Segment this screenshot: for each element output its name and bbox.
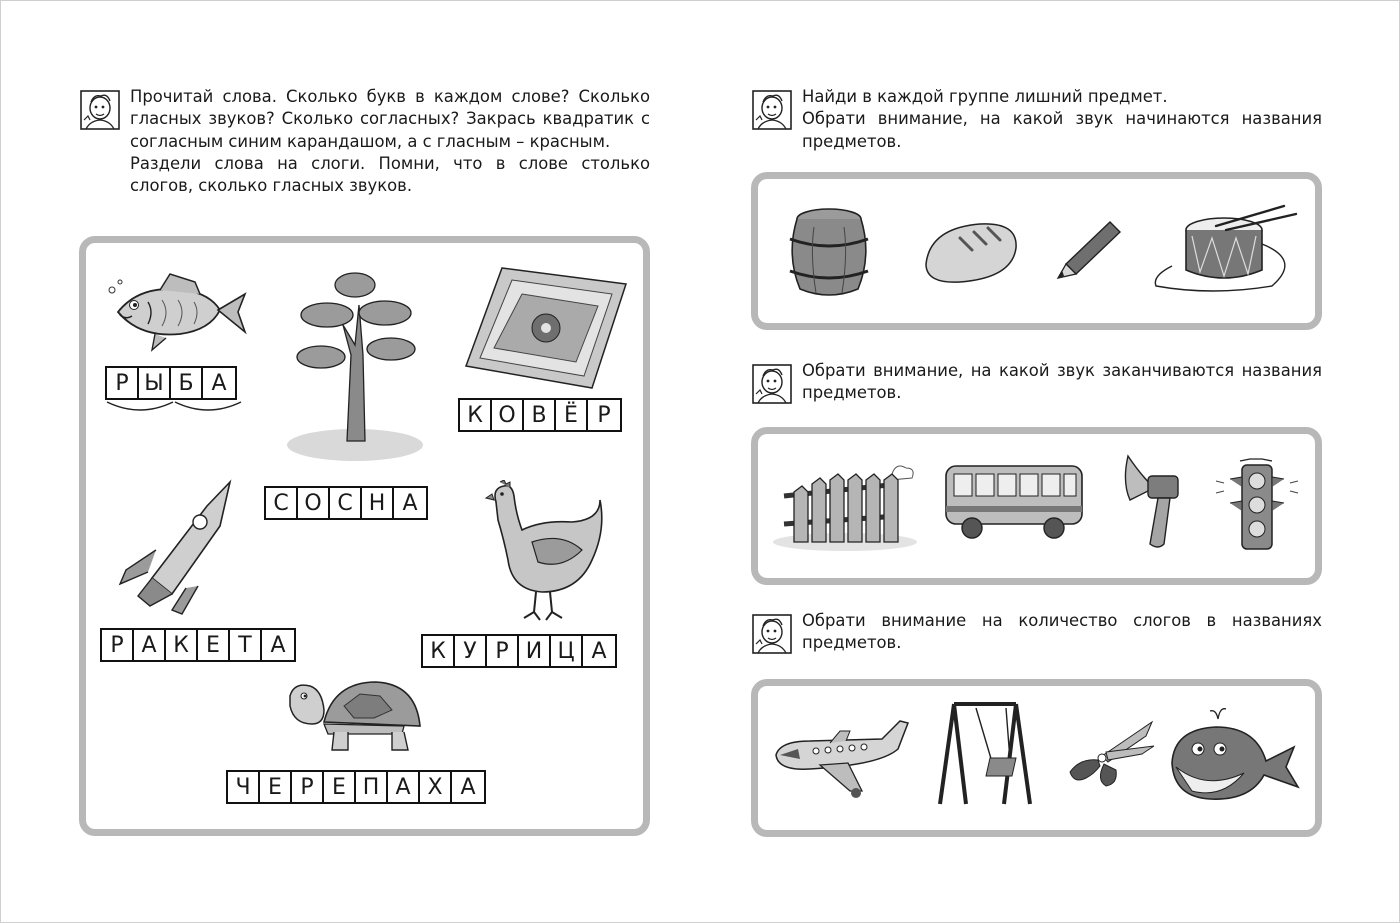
word-kover [458, 398, 622, 432]
letter-box[interactable]: А [460, 774, 476, 800]
child-icon [752, 614, 792, 654]
letter-box[interactable]: В [524, 400, 556, 430]
axe-image [1118, 452, 1188, 552]
scissors-image [1062, 718, 1157, 788]
swing-image [936, 700, 1036, 810]
task-2-text: Обрати внимание, на какой звук заканчиваются названия предметов. [802, 361, 1322, 403]
word-ryba [105, 366, 237, 400]
letter-box[interactable]: О [298, 488, 330, 518]
rocket-image [112, 478, 237, 618]
word-cherepakha [226, 770, 486, 804]
right-task-2-instruction [752, 360, 1322, 405]
task-1-line-2: Обрати внимание, на какой звук начинаются названия предметов. [802, 109, 1322, 151]
task-1-line-1: Найди в каждой группе лишний предмет. [802, 87, 1168, 106]
letter-box[interactable]: С [330, 488, 362, 518]
drum-image [1152, 200, 1302, 298]
letter-box[interactable]: К [460, 400, 492, 430]
right-task-1-instruction [752, 86, 1322, 153]
word-raketa [100, 628, 296, 662]
letter-box[interactable]: Р [102, 630, 134, 660]
airplane-image [770, 715, 910, 800]
letter-box[interactable]: Ё [556, 400, 588, 430]
letter-box[interactable]: А [211, 370, 227, 396]
letter-box[interactable]: Р [597, 402, 611, 428]
letter-box[interactable]: С [266, 488, 298, 518]
bus-image [942, 462, 1088, 542]
letter-box[interactable]: О [492, 400, 524, 430]
pine-tree-image [285, 265, 425, 465]
child-icon [752, 90, 792, 130]
letter-box[interactable]: Р [487, 636, 519, 666]
letter-box[interactable]: К [166, 630, 198, 660]
fence-image [770, 458, 920, 553]
letter-box[interactable]: А [134, 630, 166, 660]
letter-box[interactable]: Б [171, 368, 203, 398]
letter-box[interactable]: Е [198, 630, 230, 660]
turtle-image [284, 676, 424, 756]
letter-box[interactable]: Н [362, 488, 394, 518]
letter-box[interactable]: А [591, 638, 607, 664]
traffic-light-image [1210, 455, 1305, 555]
syllable-arcs [105, 400, 245, 418]
left-instruction [80, 86, 650, 197]
letter-box[interactable]: А [270, 632, 286, 658]
letter-box[interactable]: Х [420, 772, 452, 802]
letter-box[interactable]: Ч [228, 772, 260, 802]
letter-box[interactable]: Т [230, 630, 262, 660]
letter-box[interactable]: П [356, 772, 388, 802]
letter-box[interactable]: Ц [551, 636, 583, 666]
letter-box[interactable]: Е [260, 772, 292, 802]
letter-box[interactable]: Ы [139, 368, 171, 398]
pencil-image [1054, 218, 1124, 280]
child-icon [752, 364, 792, 404]
child-icon [80, 90, 120, 130]
task-3-text: Обрати внимание на количество слогов в названиях предметов. [802, 611, 1322, 653]
word-kuritsa [421, 634, 617, 668]
hen-image [482, 480, 607, 625]
letter-box[interactable]: У [455, 636, 487, 666]
barrel-image [784, 205, 874, 300]
whale-image [1166, 705, 1302, 803]
letter-box[interactable]: И [519, 636, 551, 666]
letter-box[interactable]: Р [292, 772, 324, 802]
letter-box[interactable]: Е [324, 772, 356, 802]
fish-image [100, 272, 250, 357]
rug-image [462, 262, 632, 392]
letter-box[interactable]: А [388, 772, 420, 802]
letter-box[interactable]: А [402, 490, 418, 516]
right-task-3-instruction [752, 610, 1322, 655]
word-sosna [264, 486, 428, 520]
letter-box[interactable]: Р [107, 368, 139, 398]
instruction-paragraph-2: Раздели слова на слоги. Помни, что в слове столько слогов, сколько гласных звуков. [130, 153, 650, 196]
bread-loaf-image [920, 218, 1020, 286]
instruction-paragraph-1: Прочитай слова. Сколько букв в каждом слове? Сколько гласных звуков? Сколько согласных? Закрась квадратик с согласным синим карандашом, а с гласным – красным. [130, 87, 650, 151]
letter-box[interactable]: К [423, 636, 455, 666]
